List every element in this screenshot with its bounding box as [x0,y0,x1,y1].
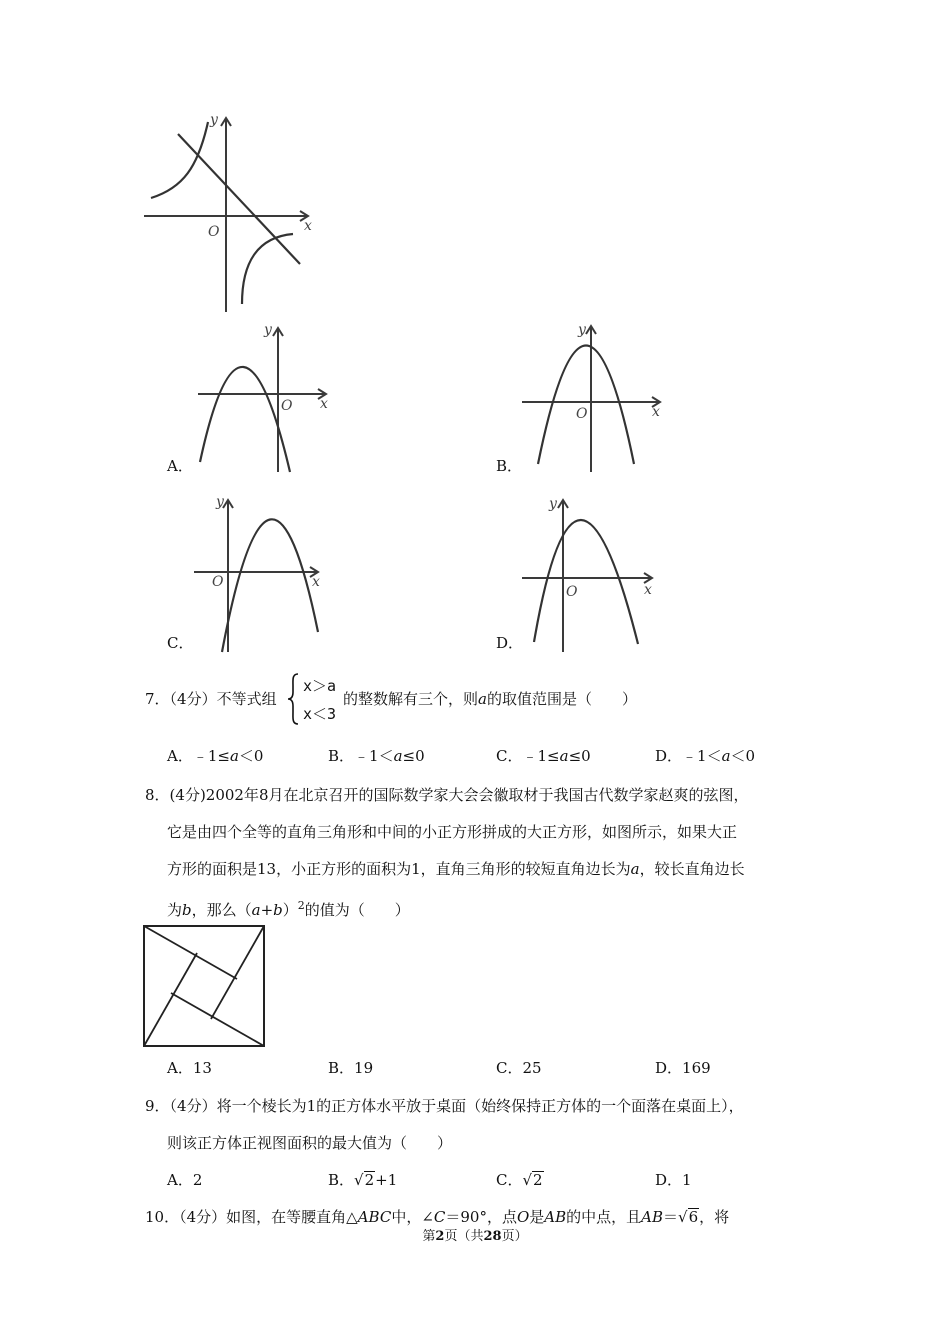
svg-text:y: y [216,494,224,510]
q10-line-1: 10．（4分）如图，在等腰直角△ABC中，∠C＝90°，点O是AB的中点，且AB＝√6，将 [145,1208,730,1226]
q8-option-b: B．19 [328,1059,374,1077]
svg-text:O: O [281,398,293,414]
q8-option-a: A．13 [167,1059,212,1077]
x-axis-label: x [304,218,312,234]
option-d-letter: D． [496,634,524,652]
option-c-graph [190,492,350,652]
svg-text:y: y [549,496,557,512]
option-b-graph [516,322,676,472]
q7-stem: 7．（4分）不等式组 [145,690,277,708]
origin-label: O [208,224,220,240]
q7-option-c: C．﹣1≤a≤0 [496,747,591,765]
q8-option-c: C．25 [496,1059,542,1077]
svg-text:O: O [576,406,588,422]
q7-option-d: D．﹣1＜a＜0 [655,747,756,765]
q9-line-2: 则该正方体正视图面积的最大值为（ ） [167,1134,453,1152]
page-footer: 第2页（共28页） [422,1229,528,1244]
svg-text:y: y [578,322,586,338]
q9-option-b: B．√2+1 [328,1171,398,1189]
svg-text:O: O [566,584,578,600]
q9-option-c: C．√2 [496,1171,543,1189]
svg-text:x: x [320,396,328,412]
sqrt-symbol: √2 [354,1171,375,1189]
svg-text:x: x [312,574,320,590]
q7-inequality-2: x＜3 [303,705,337,723]
svg-text:O: O [212,574,224,590]
q8-line-4: 为b，那么$(a+b)^2$的值为（ ） [167,899,410,919]
y-axis-label: y [210,112,218,128]
zhao-shuang-diagram [143,925,265,1047]
q7-option-a: A．﹣1≤a＜0 [167,747,264,765]
q8-line-1: 8．(4分)2002年8月在北京召开的国际数学家大会会徽取材于我国古代数学家赵爽的弦图， [145,786,749,804]
q7-brace [286,672,300,726]
q9-line-1: 9．（4分）将一个棱长为1的正方体水平放于桌面（始终保持正方体的一个面落在桌面上）， [145,1097,744,1115]
option-c-letter: C． [167,634,194,652]
option-b-letter: B． [496,457,523,475]
q8-option-d: D．169 [655,1059,711,1077]
figure-line-hyperbola [138,112,338,312]
q9-option-a: A．2 [167,1171,203,1189]
q9-option-d: D．1 [655,1171,692,1189]
svg-text:x: x [652,404,660,420]
sqrt-symbol: √2 [522,1171,543,1189]
svg-text:y: y [264,322,272,338]
sqrt-symbol: √6 [678,1208,699,1226]
q7-option-b: B．﹣1＜a≤0 [328,747,425,765]
q8-line-2: 它是由四个全等的直角三角形和中间的小正方形拼成的大正方形，如图所示，如果大正 [167,823,738,841]
option-d-graph [516,492,676,652]
svg-text:x: x [644,582,652,598]
q8-line-3: 方形的面积是13，小正方形的面积为1，直角三角形的较短直角边长为a，较长直角边长 [167,860,745,878]
option-a-graph [190,322,350,472]
option-a-letter: A． [167,457,193,475]
q7-stem-end: 的整数解有三个，则a的取值范围是（ ） [343,690,637,708]
q7-inequality-1: x＞a [303,677,337,695]
